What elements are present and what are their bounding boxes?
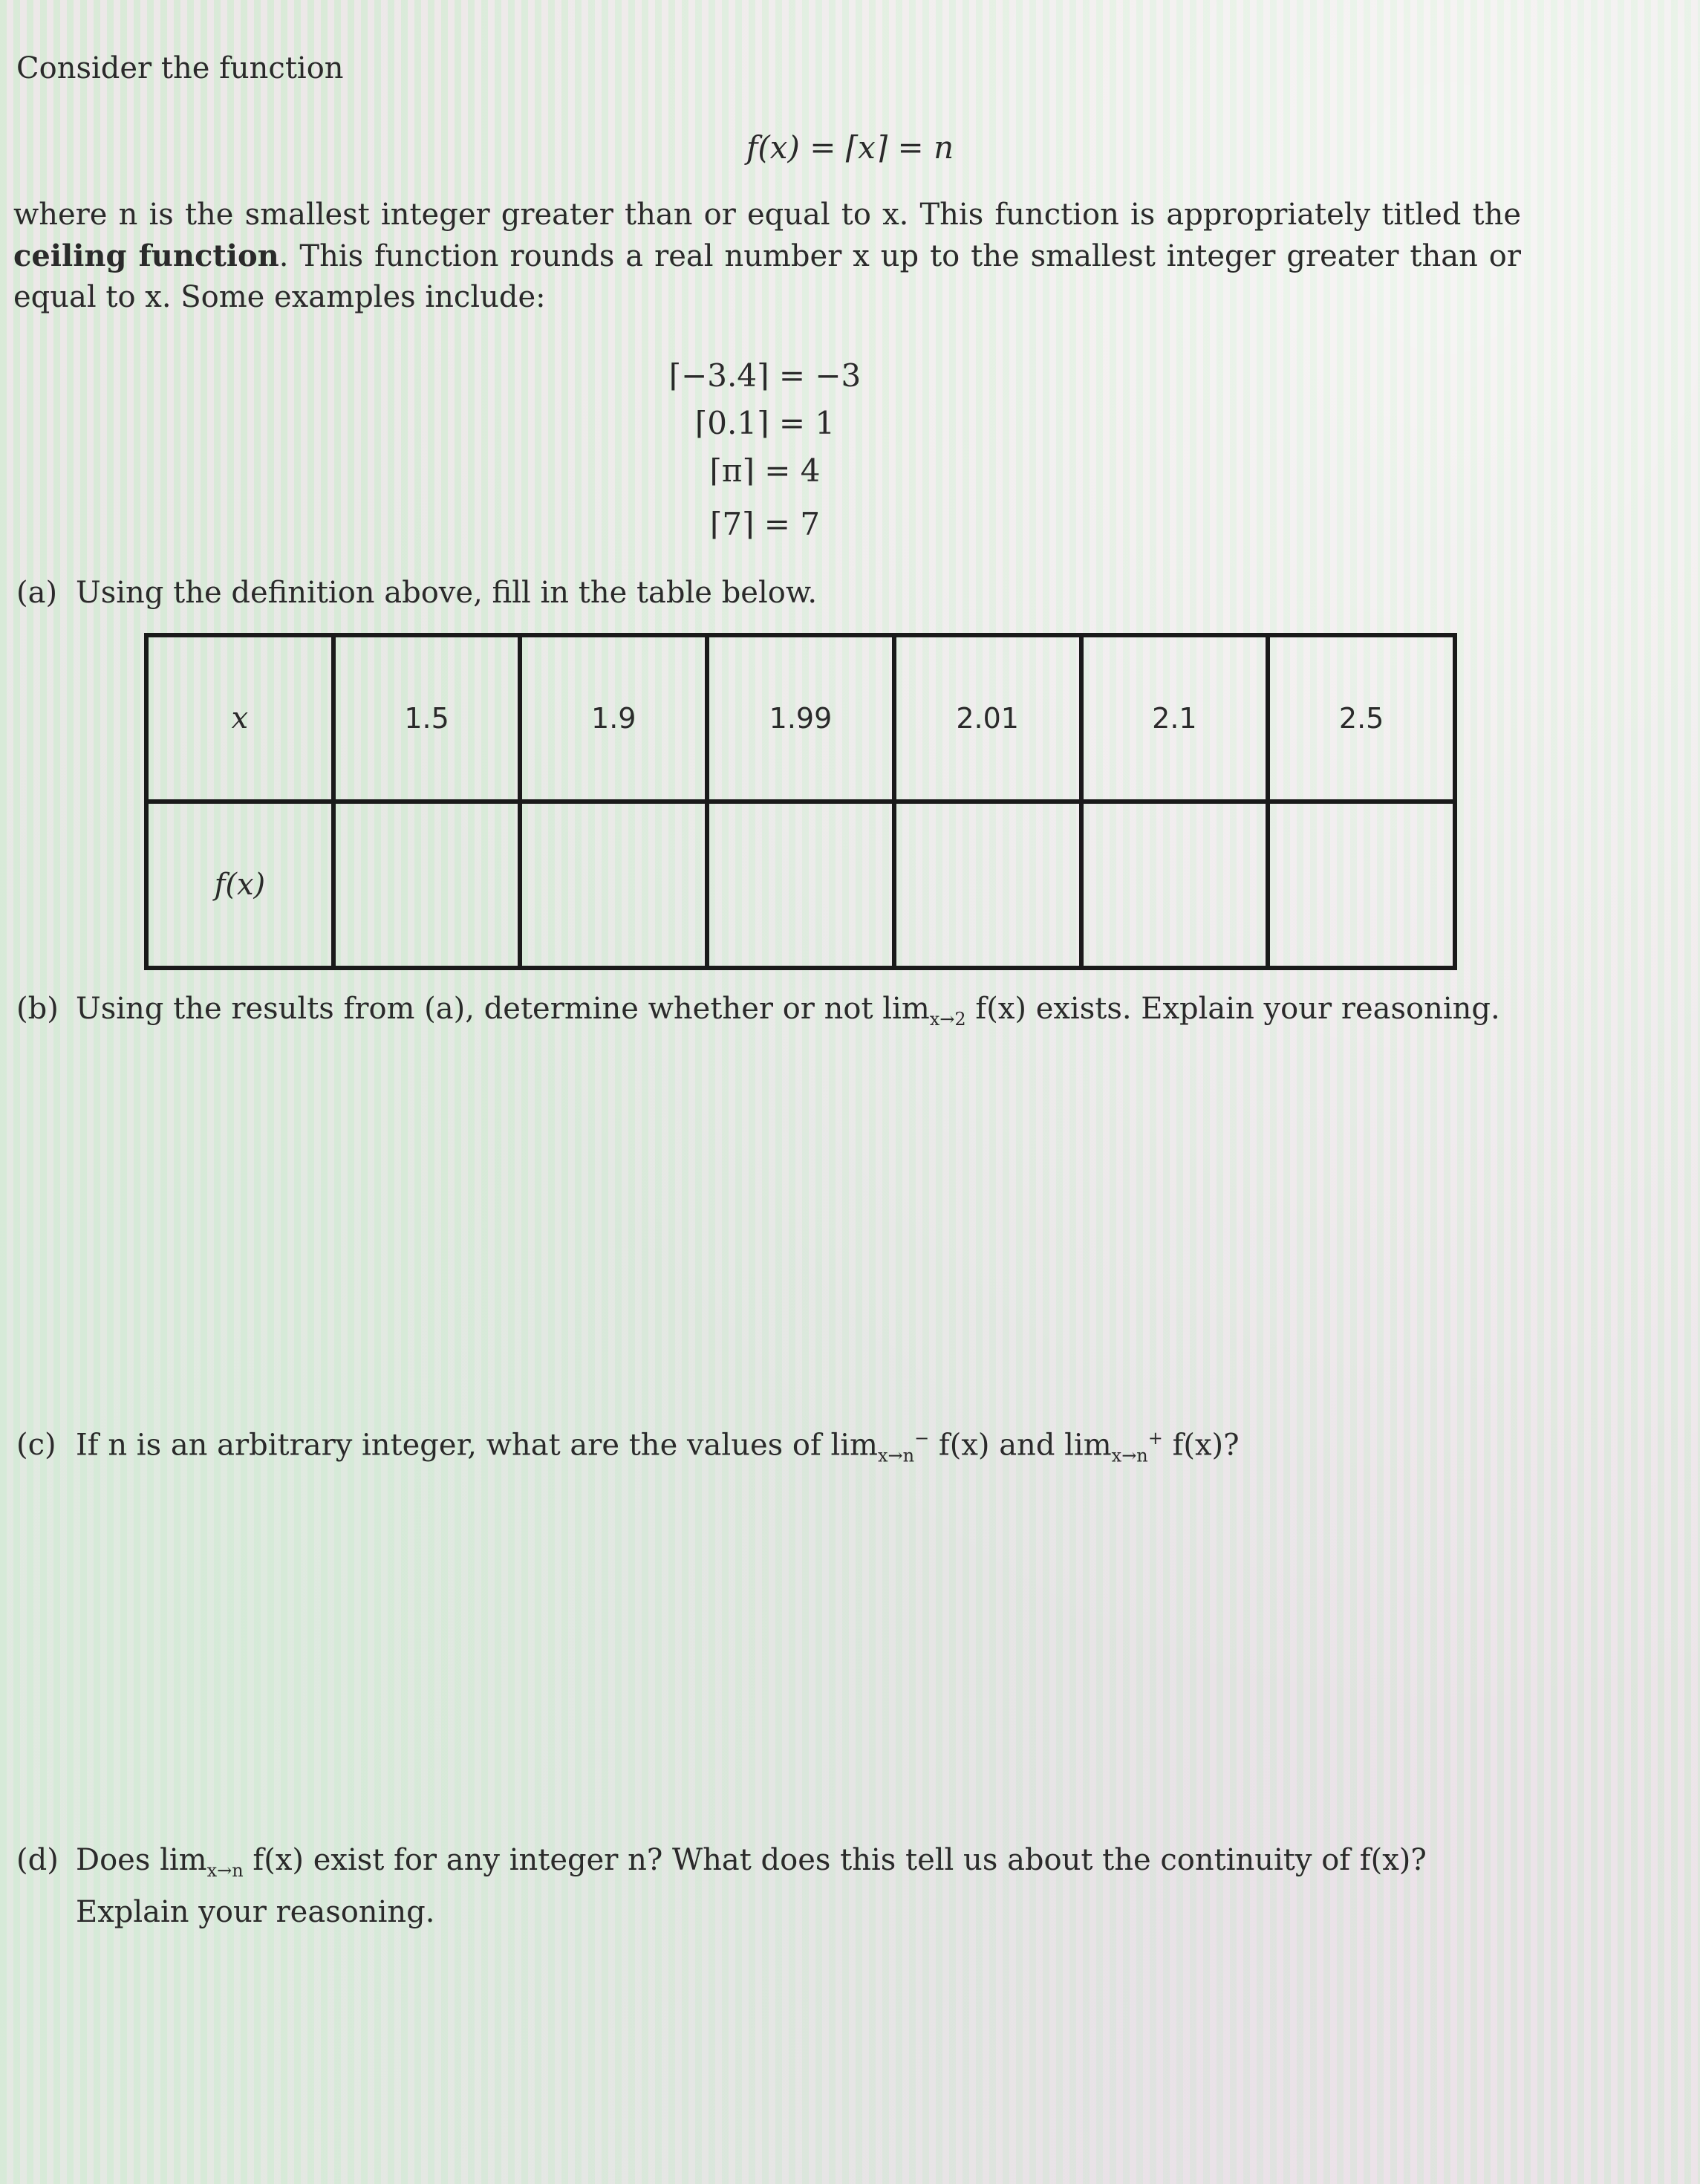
question-c-label: (c): [16, 1428, 56, 1463]
definition-paragraph: [13, 195, 1521, 318]
answer-space-b[interactable]: [16, 1040, 1531, 1397]
table-row-x: [146, 635, 1455, 802]
question-c-text-3: f(x)?: [1162, 1428, 1240, 1463]
table-row-fx: [146, 802, 1455, 968]
paragraph-text-2: . This function rounds a real number x up to the smallest integer greater than or equal to x. Some examples include:: [13, 239, 1521, 314]
example-1: ⌈−3.4⌉ = −3: [668, 357, 862, 394]
fx-answer-cell[interactable]: [707, 802, 894, 968]
question-c-limit-sub-1: x→n: [877, 1445, 915, 1466]
question-c-limit-sub-2: x→n: [1111, 1445, 1148, 1466]
x-value-cell: 2.1: [1081, 635, 1269, 802]
question-d-label: (d): [16, 1843, 59, 1877]
example-4: ⌈7⌉ = 7: [709, 506, 821, 542]
fx-answer-cell[interactable]: [1268, 802, 1455, 968]
definition-equation: f(x) = ⌈x⌉ = n: [746, 129, 954, 166]
x-value-cell: 2.01: [894, 635, 1081, 802]
question-b-text-1: Using the results from (a), determine whether or not lim: [76, 992, 930, 1026]
answer-space-d[interactable]: [16, 1931, 1531, 2169]
x-value-cell: 1.9: [520, 635, 707, 802]
fx-answer-cell[interactable]: [333, 802, 521, 968]
answer-table: [144, 633, 1457, 970]
row-header-fx: f(x): [146, 802, 333, 968]
fx-answer-cell[interactable]: [894, 802, 1081, 968]
row-header-x: x: [146, 635, 333, 802]
question-c-text-2: f(x) and lim: [929, 1428, 1112, 1463]
fx-answer-cell[interactable]: [1081, 802, 1269, 968]
question-b-text-2: f(x) exists. Explain your reasoning.: [965, 992, 1500, 1026]
answer-space-c[interactable]: [16, 1471, 1531, 1827]
x-value-cell: 1.99: [707, 635, 894, 802]
example-2: ⌈0.1⌉ = 1: [694, 405, 836, 441]
ceiling-function-term: ceiling function: [13, 238, 279, 273]
question-c-limit-sup-2: +: [1147, 1428, 1163, 1449]
example-3: ⌈π⌉ = 4: [709, 452, 821, 489]
question-c-limit-sup-1: −: [914, 1428, 930, 1449]
question-d-limit-sub: x→n: [206, 1860, 244, 1881]
question-c: [16, 1417, 1531, 1476]
paragraph-text-1: where n is the smallest integer greater than or equal to x. This function is appropriately titled the: [13, 198, 1521, 232]
question-b: [16, 988, 1531, 1040]
question-c-text-1: If n is an arbitrary integer, what are the values of lim: [76, 1428, 878, 1463]
question-d-text-1: Does lim: [76, 1843, 207, 1877]
question-d: [16, 1839, 1531, 1933]
question-a-label: (a): [16, 576, 58, 610]
intro-text: Consider the function: [16, 51, 344, 85]
question-b-limit-sub: x→2: [929, 1009, 966, 1030]
question-d-text-line2: Explain your reasoning.: [76, 1895, 435, 1929]
x-value-cell: 1.5: [333, 635, 521, 802]
fx-answer-cell[interactable]: [520, 802, 707, 968]
x-value-cell: 2.5: [1268, 635, 1455, 802]
question-a-text: Using the definition above, fill in the table below.: [76, 576, 818, 610]
question-a: [16, 572, 1531, 614]
question-d-text-2: f(x) exist for any integer n? What does this tell us about the continuity of f(x)?: [243, 1843, 1427, 1877]
question-b-label: (b): [16, 992, 59, 1026]
